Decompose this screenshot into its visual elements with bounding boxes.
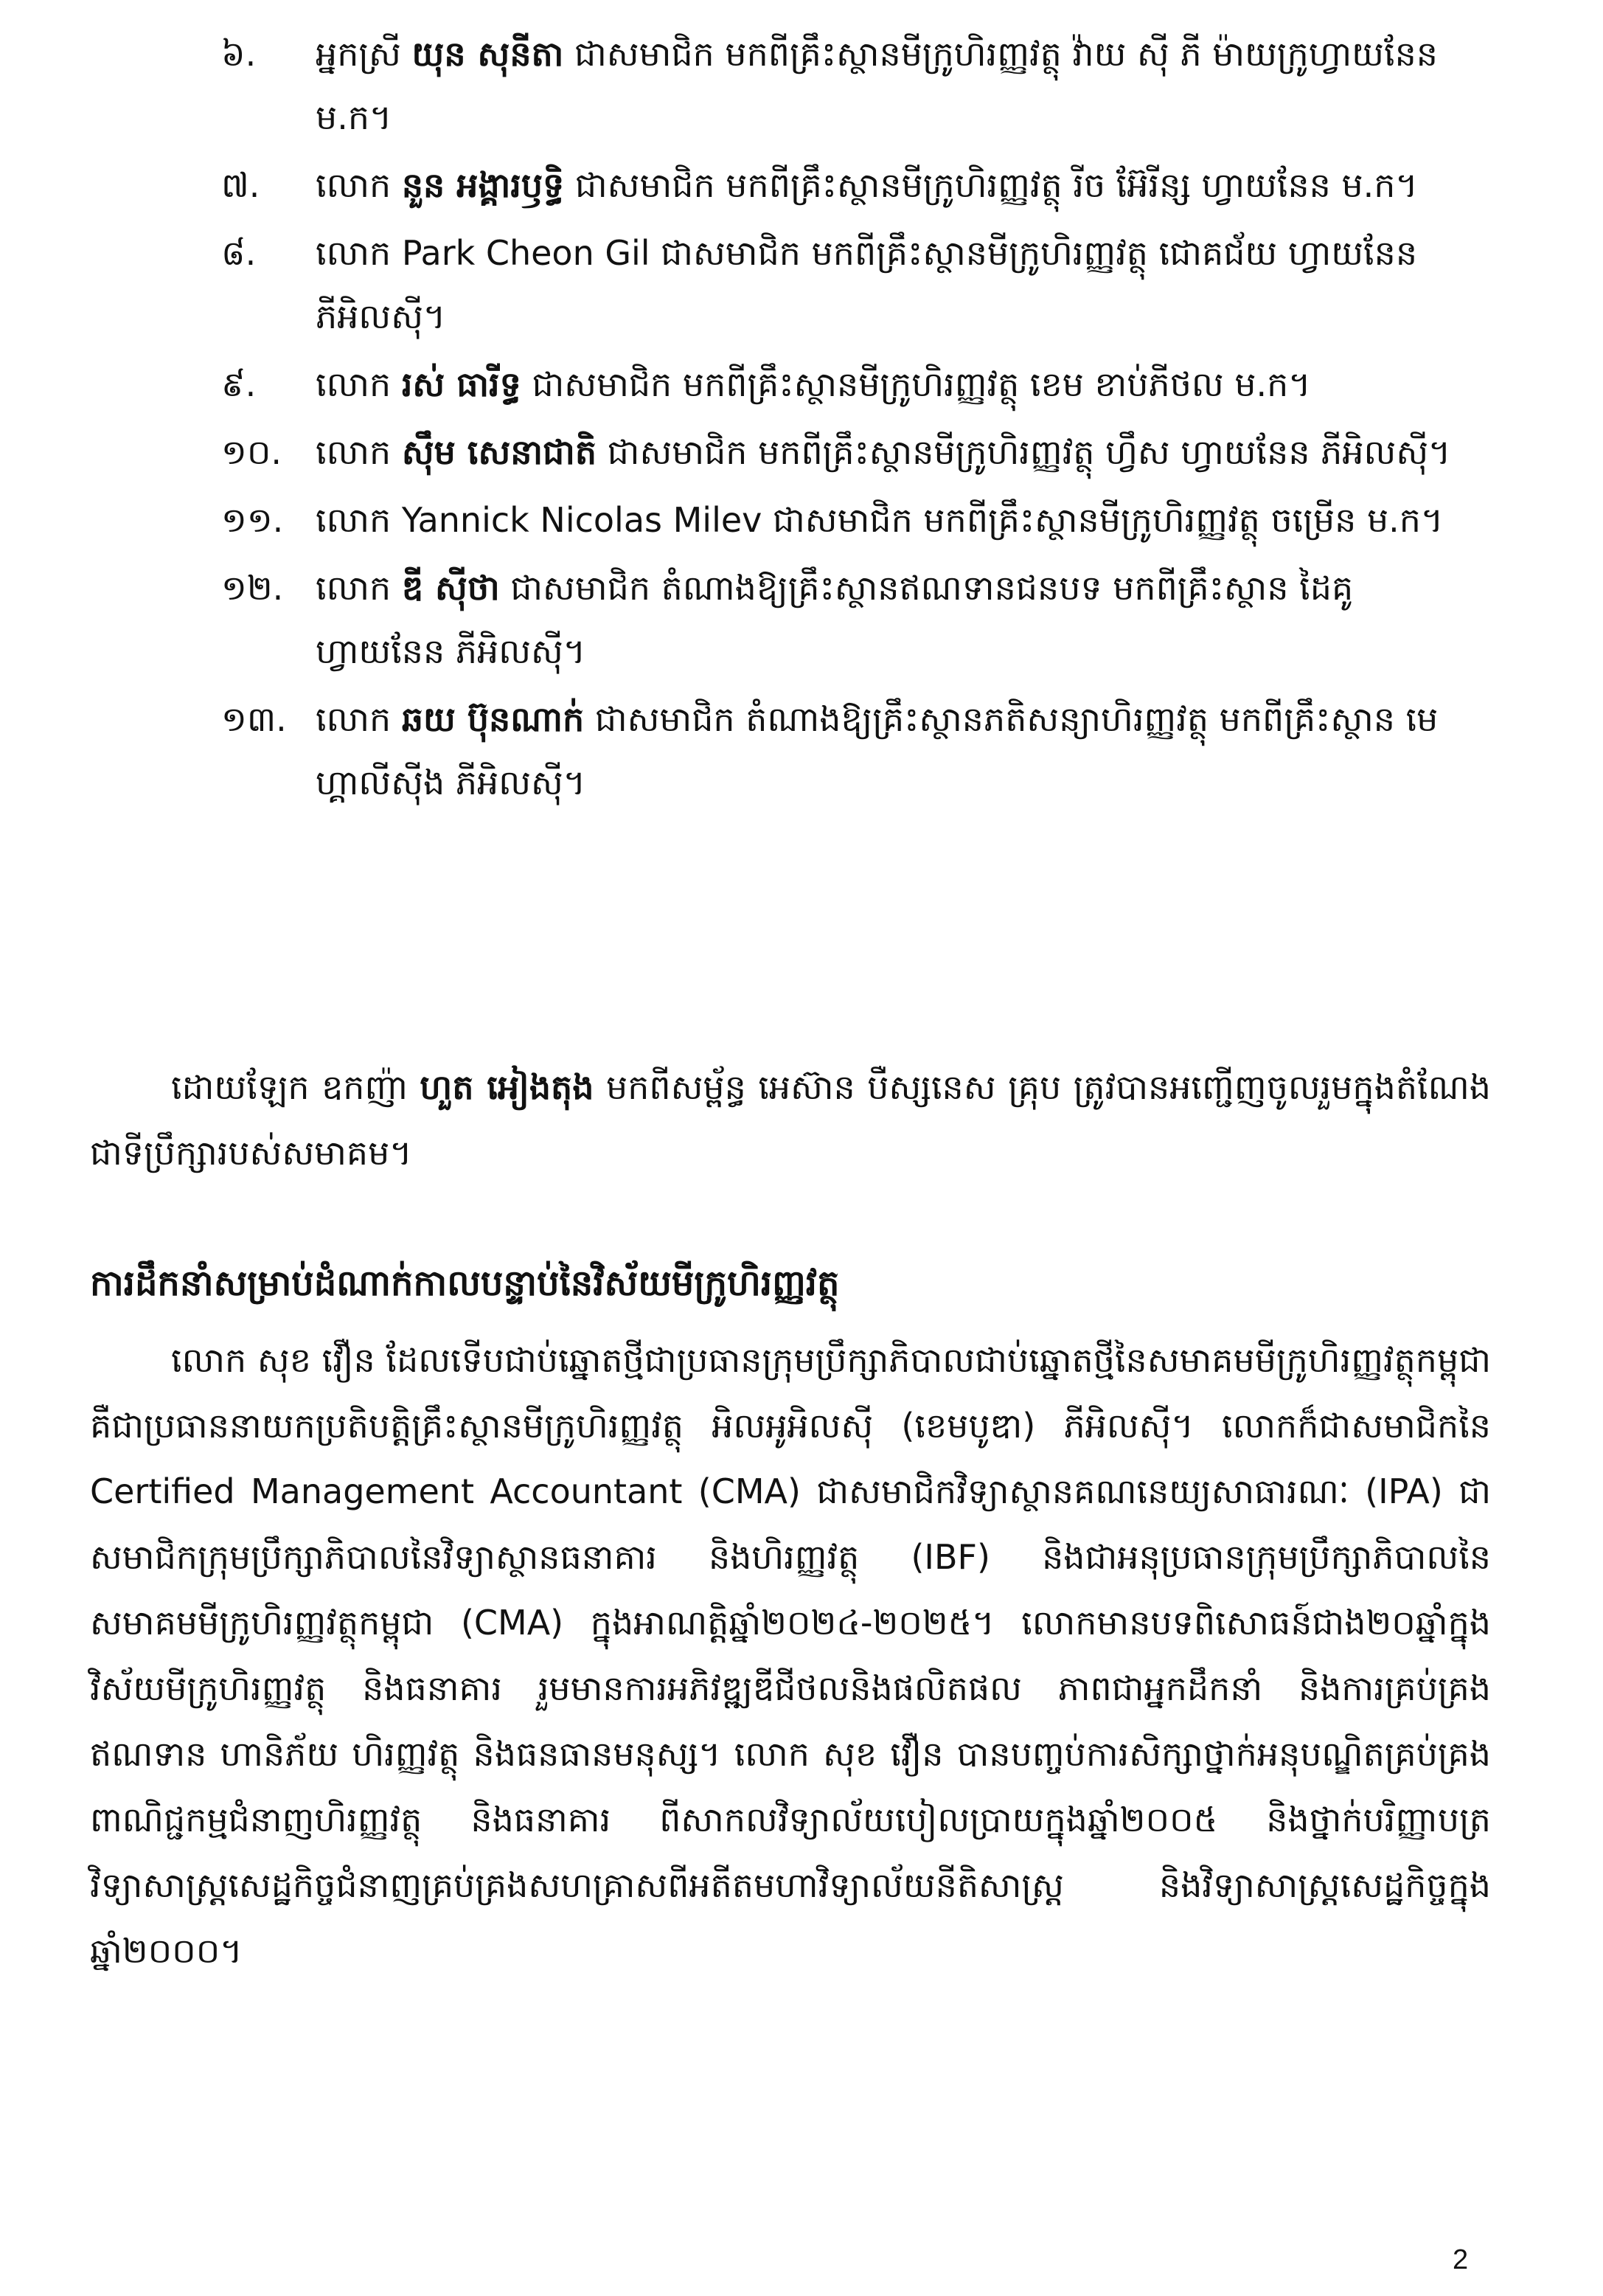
advisor-paragraph: ដោយឡែក ឧកញ៉ា ហួត អៀងតុង មកពីសម្ព័ន្ធ អេស៊ាន បឺស្សនេស គ្រុប ត្រូវបានអញ្ជើញចូលរួមក្នុងតំណែងជាទីប្រឹក្សារបស់សមាគម។ (90, 1067, 1491, 1173)
list-item (221, 153, 1489, 217)
page-number: 2 (1453, 2244, 1469, 2275)
list-item (221, 420, 1489, 484)
list-item-number: ១១. (221, 500, 284, 540)
member-name: ឆយ ប៊ុនណាក់ (401, 699, 585, 739)
list-item-number: ៨. (221, 233, 257, 273)
list-item (221, 353, 1489, 416)
list-item-text: លោក រស់ ធារីទ្ធ ជាសមាជិក មកពីគ្រឹះស្ថានមីក្រូហិរញ្ញវត្ថុ ខេម ខាប់ភីថល ម.ក។ (316, 364, 1311, 404)
list-item-number: ១០. (221, 432, 282, 472)
bio-paragraph: លោក សុខ វឿន ដែលទើបជាប់ឆ្នោតថ្មីជាប្រធានក្រុមប្រឹក្សាភិបាលជាប់ឆ្នោតថ្មីនៃសមាគមមីក្រូហិរញ្ញវត្ថុកម្ពុជា គឺជាប្រធាននាយកប្រតិបត្តិគ្រឹះស្ថានមីក្រូហិរញ្ញវត្ថុ អិលអូអិលស៊ី (ខេមបូឌា) ភីអិលស៊ី។ លោកក៏ជាសមាជិកនៃ Certified Management Accountant (CMA) ជាសមាជិកវិទ្យាស្ថានគណនេយ្យសាធារណៈ (IPA) ជាសមាជិកក្រុមប្រឹក្សាភិបាលនៃវិទ្យាស្ថានធនាគារ និងហិរញ្ញវត្ថុ (IBF) និងជាអនុប្រធានក្រុមប្រឹក្សាភិបាលនៃសមាគមមីក្រូហិរញ្ញវត្ថុកម្ពុជា (CMA) ក្នុងអាណត្តិឆ្នាំ២០២៤-២០២៥។ លោកមានបទពិសោធន៍ជាង២០ឆ្នាំក្នុងវិស័យមីក្រូហិរញ្ញវត្ថុ និងធនាគារ រួមមានការអភិវឌ្ឍឌីជីថលនិងផលិតផល ភាពជាអ្នកដឹកនាំ និងការគ្រប់គ្រងឥណទាន ហានិភ័យ ហិរញ្ញវត្ថុ និងធនធានមនុស្ស។ លោក សុខ វឿន បានបញ្ចប់ការសិក្សាថ្នាក់អនុបណ្ឌិតគ្រប់គ្រងពាណិជ្ជកម្មជំនាញហិរញ្ញវត្ថុ និងធនាគារ ពីសាកលវិទ្យាល័យបៀលប្រាយក្នុងឆ្នាំ២០០៥ និងថ្នាក់បរិញ្ញាបត្រវិទ្យាសាស្ត្រសេដ្ឋកិច្ចជំនាញគ្រប់គ្រងសហគ្រាសពីអតីតមហាវិទ្យាល័យនីតិសាស្ត្រ និងវិទ្យាសាស្ត្រសេដ្ឋកិច្ចក្នុងឆ្នាំ២០០០។ (90, 1340, 1491, 1971)
list-item-text: លោក នួន អង្គារឫទ្ធិ ជាសមាជិក មកពីគ្រឹះស្ថានមីក្រូហិរញ្ញវត្ថុ រីច អ៊ែរីន្ស ហ្វាយនែន ម.ក។ (316, 165, 1418, 205)
member-name: ស៊ឹម សេនាជាតិ (401, 432, 597, 472)
list-item (221, 687, 1489, 814)
list-item (221, 22, 1489, 149)
member-name: រស់ ធារីទ្ធ (401, 364, 521, 404)
list-item-text: លោក ឌី ស៊ីថា ជាសមាជិក តំណាងឱ្យគ្រឹះស្ថានឥណទានជនបទ មកពីគ្រឹះស្ថាន ដៃគូ ហ្វាយនែន ភីអិលស៊ី។ (316, 568, 1354, 671)
list-item-number: ១២. (221, 568, 284, 608)
list-item-number: ៦. (221, 34, 257, 74)
list-item-text: លោក Park Cheon Gil ជាសមាជិក មកពីគ្រឹះស្ថានមីក្រូហិរញ្ញវត្ថុ ជោគជ័យ ហ្វាយនែន ភីអិលស៊ី។ (316, 233, 1418, 336)
list-item-text: អ្នកស្រី យុន សុនីតា ជាសមាជិក មកពីគ្រឹះស្ថានមីក្រូហិរញ្ញវត្ថុ វ៉ាយ ស៊ី ភី ម៉ាយក្រូហ្វាយនែន ម.ក។ (316, 34, 1438, 137)
list-item-text: លោក Yannick Nicolas Milev ជាសមាជិក មកពីគ្រឹះស្ថានមីក្រូហិរញ្ញវត្ថុ ចម្រើន ម.ក។ (316, 500, 1444, 540)
member-name: យុន សុនីតា (411, 34, 564, 74)
member-name: ឌី ស៊ីថា (401, 568, 500, 608)
list-item (221, 556, 1489, 683)
list-item-number: ១៣. (221, 699, 287, 739)
list-item (221, 221, 1489, 348)
advisor-name: ហួត អៀងតុង (420, 1067, 594, 1107)
list-item-text: លោក ឆយ ប៊ុនណាក់ ជាសមាជិក តំណាងឱ្យគ្រឹះស្ថានភតិសន្យាហិរញ្ញវត្ថុ មកពីគ្រឹះស្ថាន មេហ្គាលីស៊ីង ភីអិលស៊ី។ (316, 699, 1439, 802)
section-heading: ការដឹកនាំសម្រាប់ដំណាក់កាលបន្ទាប់នៃវិស័យមីក្រូហិរញ្ញវត្ថុ (90, 1263, 840, 1304)
member-name: នួន អង្គារឫទ្ធិ (401, 165, 565, 205)
member-list (221, 22, 1489, 819)
list-item-text: លោក ស៊ឹម សេនាជាតិ ជាសមាជិក មកពីគ្រឹះស្ថានមីក្រូហិរញ្ញវត្ថុ ហ្វឹស ហ្វាយនែន ភីអិលស៊ី។ (316, 432, 1451, 472)
list-item (221, 488, 1489, 552)
list-item-number: ៩. (221, 364, 257, 404)
list-item-number: ៧. (221, 165, 260, 205)
